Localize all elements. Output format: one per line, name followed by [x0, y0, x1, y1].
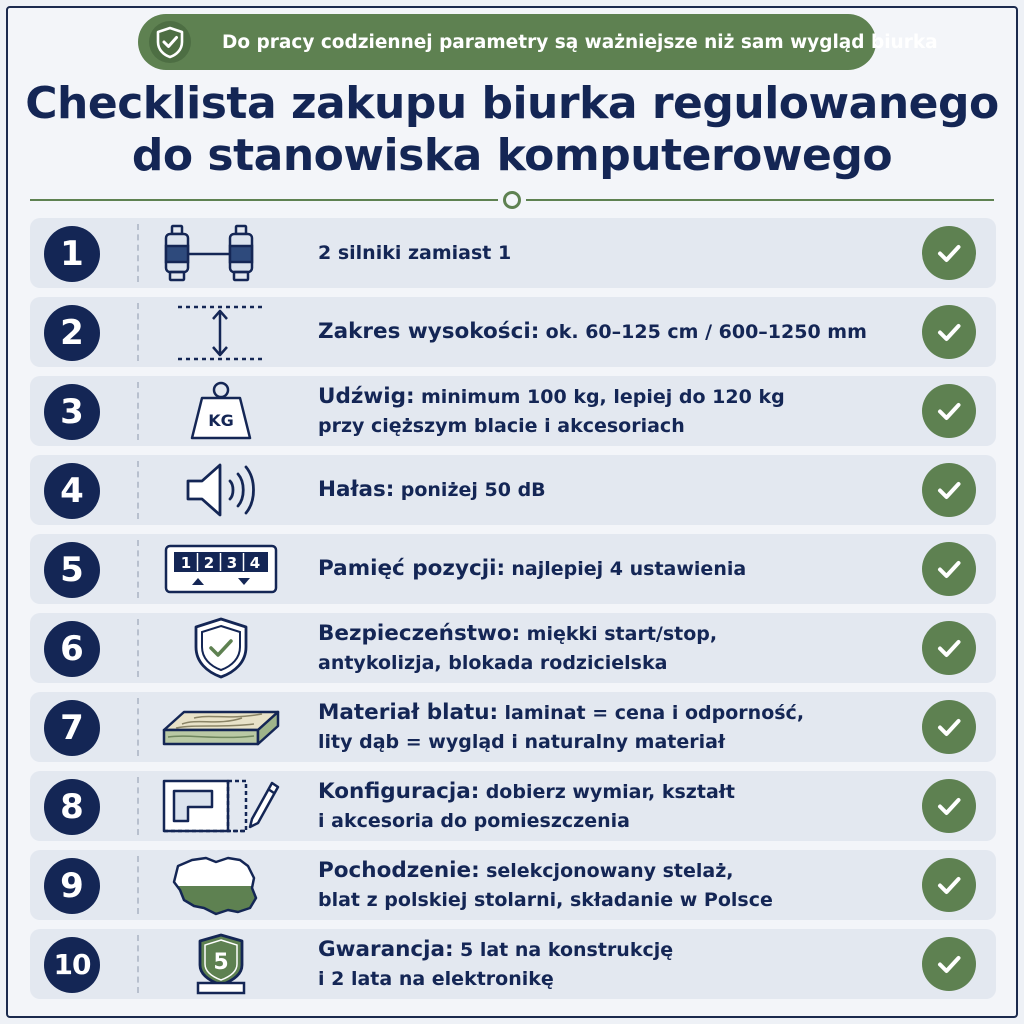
check-icon	[922, 700, 976, 754]
item-number: 2	[44, 305, 100, 361]
memory-keypad-icon	[158, 536, 284, 602]
svg-text:2: 2	[203, 554, 215, 572]
checklist-item-4	[30, 455, 996, 525]
check-icon	[922, 226, 976, 280]
item-line-1: poniżej 50 dB	[400, 479, 546, 501]
checklist-item-9	[30, 850, 996, 920]
weight-kg-icon	[158, 378, 284, 444]
title-divider	[30, 190, 994, 210]
safety-shield-icon	[158, 615, 284, 681]
title-line-1: Checklista zakupu biurka regulowanego	[25, 78, 999, 129]
check-icon	[922, 779, 976, 833]
item-label: Hałas:	[318, 477, 395, 502]
warranty-badge-icon	[158, 931, 284, 997]
check-icon	[922, 542, 976, 596]
height-range-icon	[158, 299, 284, 365]
item-label: Pamięć pozycji:	[318, 556, 506, 581]
checklist-item-10	[30, 929, 996, 999]
checklist-item-8	[30, 771, 996, 841]
check-icon	[922, 463, 976, 517]
item-line-1: laminat = cena i odporność,	[504, 701, 805, 724]
item-line-2: antykolizja, blokada rodzicielska	[318, 651, 668, 674]
check-icon	[922, 305, 976, 359]
poland-map-icon	[158, 852, 284, 918]
item-line-1: 5 lat na konstrukcję	[460, 938, 674, 961]
item-line-1: dobierz wymiar, kształt	[485, 780, 735, 803]
item-label: Materiał blatu:	[318, 699, 499, 725]
item-line-2: przy cięższym blacie i akcesoriach	[318, 414, 685, 437]
item-label: Konfiguracja:	[318, 778, 480, 804]
item-line-2: blat z polskiej stolarni, składanie w Polsce	[318, 888, 773, 911]
svg-text:1: 1	[180, 554, 192, 572]
checklist-item-3	[30, 376, 996, 446]
svg-text:3: 3	[226, 554, 238, 572]
dual-motor-icon	[158, 220, 284, 286]
wood-plank-icon	[158, 694, 284, 760]
weight-icon-text: KG	[208, 411, 234, 430]
warranty-icon-text: 5	[213, 950, 229, 975]
item-label: Gwarancja:	[318, 936, 454, 962]
svg-text:4: 4	[249, 554, 261, 572]
title-line-2: do stanowiska komputerowego	[131, 130, 893, 181]
check-icon	[922, 858, 976, 912]
configure-layout-icon	[158, 773, 284, 839]
item-label: Bezpieczeństwo:	[318, 620, 521, 646]
page-title	[0, 78, 1024, 182]
item-label: Pochodzenie:	[318, 857, 480, 883]
checklist-item-5	[30, 534, 996, 604]
check-icon	[922, 384, 976, 438]
checklist-item-2	[30, 297, 996, 367]
checklist-item-7	[30, 692, 996, 762]
item-number: 5	[44, 542, 100, 598]
item-number: 4	[44, 463, 100, 519]
item-number: 3	[44, 384, 100, 440]
item-line-1: najlepiej 4 ustawienia	[511, 558, 747, 580]
check-icon	[922, 621, 976, 675]
item-label: Zakres wysokości:	[318, 319, 540, 344]
item-line-2: lity dąb = wygląd i naturalny materiał	[318, 730, 726, 753]
item-label: Udźwig:	[318, 383, 415, 409]
top-banner	[138, 14, 938, 70]
banner-text: Do pracy codziennej parametry są ważniejsze niż sam wygląd biurka	[222, 31, 938, 53]
check-icon	[922, 937, 976, 991]
item-line-1: minimum 100 kg, lepiej do 120 kg	[420, 385, 785, 408]
speaker-icon	[158, 457, 284, 523]
item-number: 1	[44, 226, 100, 282]
checklist-item-6	[30, 613, 996, 683]
checklist-item-1	[30, 218, 996, 288]
item-number: 8	[44, 779, 100, 835]
item-line-1: selekcjonowany stelaż,	[486, 859, 734, 882]
item-line-2: i 2 lata na elektronikę	[318, 967, 554, 990]
item-line-1: miękki start/stop,	[526, 622, 718, 645]
shield-check-icon	[148, 17, 192, 67]
item-line-2: i akcesoria do pomieszczenia	[318, 809, 630, 832]
item-line-1: 2 silniki zamiast 1	[318, 242, 512, 264]
item-number: 6	[44, 621, 100, 677]
item-line-1: ok. 60–125 cm / 600–1250 mm	[545, 321, 867, 343]
item-number: 7	[44, 700, 100, 756]
item-number: 10	[44, 937, 100, 993]
item-number: 9	[44, 858, 100, 914]
